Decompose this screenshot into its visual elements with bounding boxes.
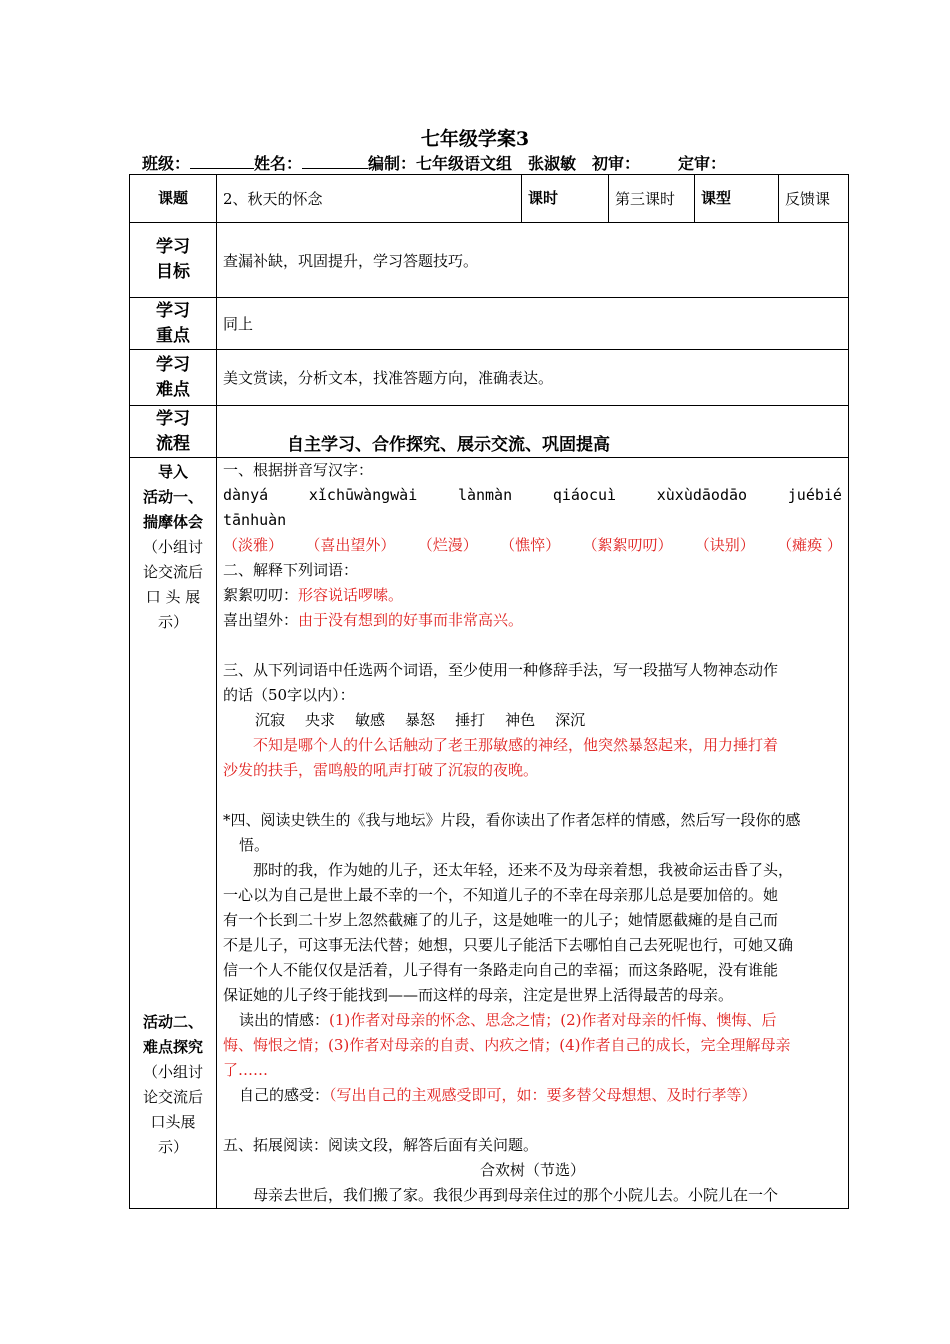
process-row (130, 406, 849, 458)
process-label: 学习 流程 (130, 406, 217, 458)
q4-p5: 信一个人不能仅仅是活着，儿子得有一条路走向自己的幸福；而这条路呢，没有谁能 (223, 961, 779, 979)
focus-row (130, 298, 849, 350)
q3-answer2: 沙发的扶手，雷鸣般的吼声打破了沉寂的夜晚。 (223, 761, 539, 779)
content-cell (217, 458, 849, 1209)
page-title: 七年级学案3 (420, 128, 530, 150)
q4-p4: 不是儿子，可这事无法代替；她想，只要儿子能活下去哪怕自己去死呢也行，可她又确 (223, 936, 794, 954)
q4-heading2: 悟。 (239, 836, 270, 854)
activity-column (130, 458, 217, 1209)
difficulty-label: 学习 难点 (130, 350, 217, 406)
q1-heading: 一、根据拼音写汉字： (223, 461, 374, 479)
q4-p2: 一心以为自己是世上最不幸的一个，不知道儿子的不幸在母亲那儿总是要加倍的。她 (223, 886, 779, 904)
q4-p6: 保证她的儿子终于能找到——而这样的母亲，注定是世界上活得最苦的母亲。 (223, 986, 734, 1004)
q2-item2: 喜出望外：由于没有想到的好事而非常高兴。 (223, 611, 524, 629)
type-label: 课型 (695, 175, 779, 223)
focus-label: 学习 重点 (130, 298, 217, 350)
header-row (130, 175, 849, 223)
q3-answer1: 不知是哪个人的什么话触动了老王那敏感的神经，他突然暴怒起来，用力捶打着 (253, 736, 779, 754)
lesson-table (129, 174, 849, 1209)
type-value: 反馈课 (779, 175, 849, 223)
content-row (130, 458, 849, 1209)
q4-p1: 那时的我，作为她的儿子，还太年轻，还来不及为母亲着想，我被命运击昏了头， (253, 861, 794, 879)
name-blank[interactable] (302, 154, 368, 169)
process-text: 自主学习、合作探究、展示交流、巩固提高 (217, 406, 849, 458)
topic-label: 课题 (130, 175, 217, 223)
q2-heading: 二、解释下列词语： (223, 561, 359, 579)
q1-pinyin2: tānhuàn (223, 511, 287, 529)
q4-feel: 读出的情感：(1)作者对母亲的怀念、思念之情；(2)作者对母亲的忏悔、懊悔、后 (239, 1011, 777, 1029)
period-value: 第三课时 (609, 175, 695, 223)
editor-label: 编制：七年级语文组 张淑敏 初审： (368, 154, 641, 173)
name-label: 姓名： (254, 154, 303, 173)
q1-pinyin: dànyá xǐchūwàngwài lànmàn qiáocuì xùxùdāodāo juébié (223, 486, 842, 504)
class-label: 班级： (142, 154, 191, 173)
q4-feel3: 了…… (223, 1061, 269, 1079)
q2-item1: 絮絮叨叨：形容说话啰嗦。 (223, 586, 404, 604)
topic-value: 2、秋天的怀念 (217, 175, 522, 223)
q4-own: 自己的感受：（写出自己的主观感受即可，如：要多替父母想想、及时行孝等） (239, 1086, 757, 1104)
focus-text: 同上 (217, 298, 849, 350)
q4-p3: 有一个长到二十岁上忽然截瘫了的儿子，这是她唯一的儿子；她情愿截瘫的是自己而 (223, 911, 779, 929)
goal-text: 查漏补缺，巩固提升，学习答题技巧。 (217, 223, 849, 298)
q3-words: 沉寂 央求 敏感 暴怒 捶打 神色 深沉 (255, 711, 586, 729)
q4-heading1: *四、阅读史铁生的《我与地坛》片段，看你读出了作者怎样的情感，然后写一段你的感 (223, 811, 801, 829)
activity1: 导入 活动一、 揣摩体会 （小组讨 论交流后 口 头 展 示） (142, 463, 203, 631)
final-label: 定审： (678, 154, 727, 173)
activity2: 活动二、 难点探究 （小组讨 论交流后 口头展 示） (142, 1013, 203, 1156)
q1-answers: （淡雅） （喜出望外） （烂漫） （憔悴） （絮絮叨叨） （诀别） （瘫痪 ） (223, 536, 842, 554)
difficulty-text: 美文赏读，分析文本，找准答题方向，准确表达。 (217, 350, 849, 406)
period-label: 课时 (522, 175, 609, 223)
q5-heading: 五、拓展阅读：阅读文段，解答后面有关问题。 (223, 1136, 539, 1154)
q3-heading1: 三、从下列词语中任选两个词语，至少使用一种修辞手法，写一段描写人物神态动作 (223, 661, 779, 679)
goal-row (130, 223, 849, 298)
q4-feel2: 悔、悔恨之情；(3)作者对母亲的自责、内疚之情；(4)作者自己的成长，完全理解母亲 (223, 1036, 791, 1054)
q5-p1: 母亲去世后，我们搬了家。我很少再到母亲住过的那个小院儿去。小院儿在一个 (253, 1186, 779, 1204)
class-blank[interactable] (190, 154, 254, 169)
meta-line (142, 151, 726, 174)
goal-label: 学习 目标 (130, 223, 217, 298)
q5-subtitle: 合欢树（节选） (479, 1161, 585, 1179)
q3-heading2: 的话（50字以内）： (223, 686, 355, 704)
difficulty-row (130, 350, 849, 406)
